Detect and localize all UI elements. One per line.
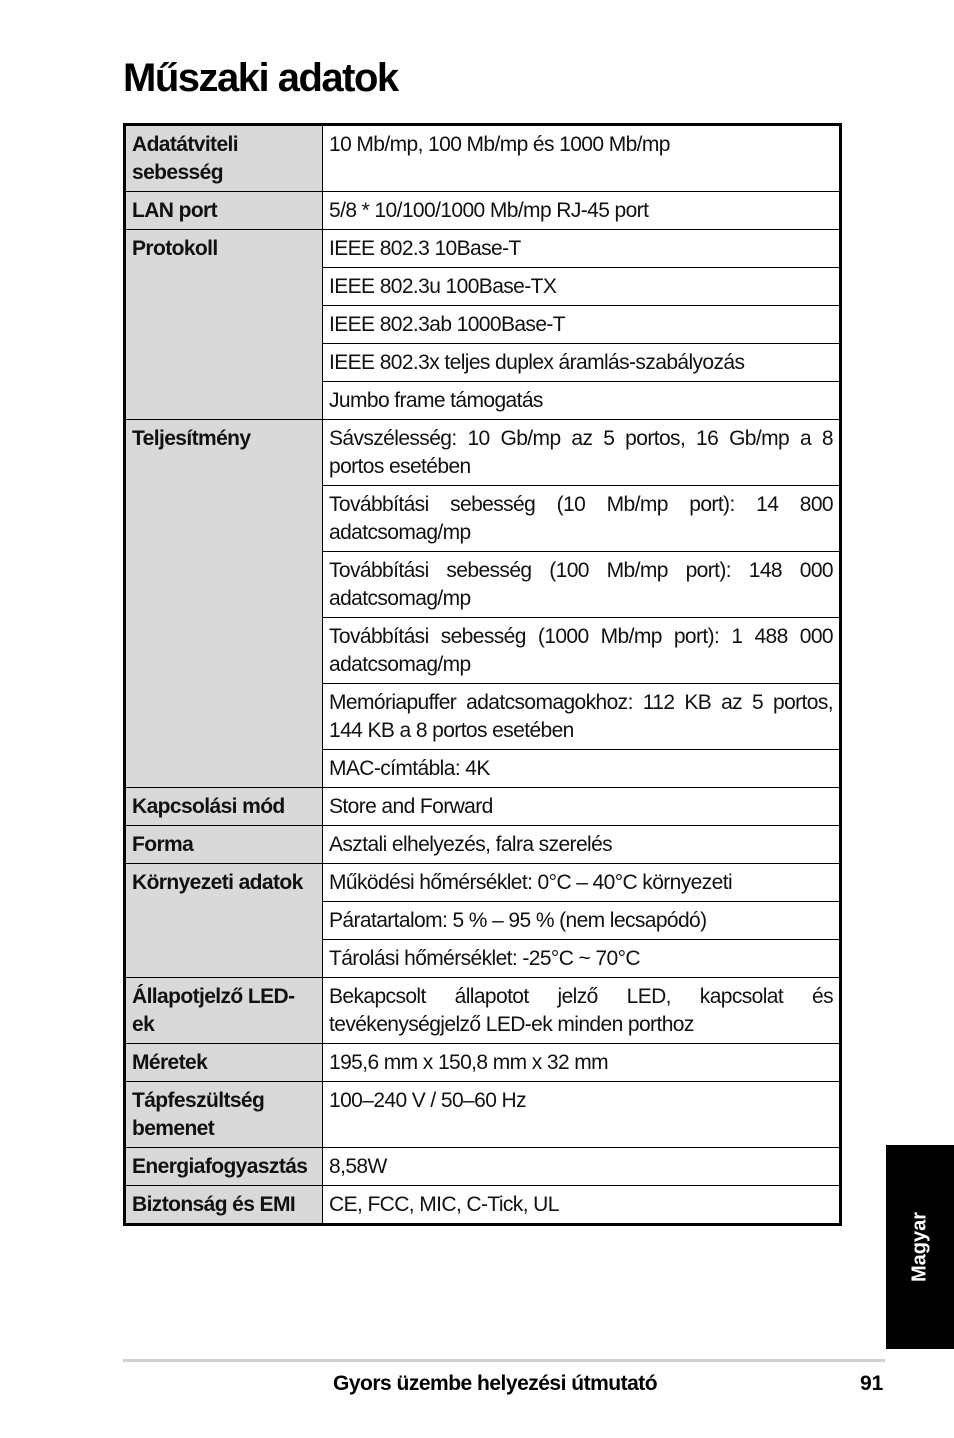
spec-value: 100–240 V / 50–60 Hz [323,1082,841,1148]
spec-value: CE, FCC, MIC, C-Tick, UL [323,1186,841,1225]
spec-value: Továbbítási sebesség (100 Mb/mp port): 148 000 adatcsomag/mp [323,552,841,618]
spec-label: Állapotjelző LED-ek [125,978,323,1044]
spec-value: Bekapcsolt állapotot jelző LED, kapcsolat és tevékenységjelző LED-ek minden porthoz [323,978,841,1044]
spec-value: IEEE 802.3x teljes duplex áramlás-szabályozás [323,344,841,382]
spec-value: Sávszélesség: 10 Gb/mp az 5 portos, 16 Gb/mp a 8 portos esetében [323,420,841,486]
spec-row [125,230,841,268]
page-number: 91 [860,1372,884,1395]
specifications-table [123,123,842,1226]
spec-label: Energiafogyasztás [125,1148,323,1186]
spec-row [125,864,841,902]
spec-row [125,420,841,486]
specifications-table-body [125,125,841,1225]
spec-value: 10 Mb/mp, 100 Mb/mp és 1000 Mb/mp [323,125,841,192]
spec-row [125,1186,841,1225]
spec-row [125,125,841,192]
spec-value: 5/8 * 10/100/1000 Mb/mp RJ-45 port [323,192,841,230]
spec-value: Működési hőmérséklet: 0°C – 40°C környezeti [323,864,841,902]
spec-label: Adatátviteli sebesség [125,125,323,192]
spec-label: Biztonság és EMI [125,1186,323,1225]
spec-row [125,826,841,864]
spec-row [125,788,841,826]
footer-divider [123,1359,885,1362]
spec-label: LAN port [125,192,323,230]
spec-value: Store and Forward [323,788,841,826]
spec-label: Forma [125,826,323,864]
spec-value: Tárolási hőmérséklet: -25°C ~ 70°C [323,940,841,978]
spec-label: Protokoll [125,230,323,420]
spec-value: IEEE 802.3ab 1000Base-T [323,306,841,344]
spec-row [125,1082,841,1148]
spec-value: Memóriapuffer adatcsomagokhoz: 112 KB az 5 portos, 144 KB a 8 portos esetében [323,684,841,750]
spec-value: Asztali elhelyezés, falra szerelés [323,826,841,864]
spec-label: Méretek [125,1044,323,1082]
footer-title: Gyors üzembe helyezési útmutató [333,1372,658,1395]
spec-value: 8,58W [323,1148,841,1186]
spec-value: Páratartalom: 5 % – 95 % (nem lecsapódó) [323,902,841,940]
spec-value: IEEE 802.3u 100Base-TX [323,268,841,306]
spec-row [125,1148,841,1186]
spec-label: Tápfeszültség bemenet [125,1082,323,1148]
spec-value: Továbbítási sebesség (1000 Mb/mp port): 1 488 000 adatcsomag/mp [323,618,841,684]
spec-value: MAC-címtábla: 4K [323,750,841,788]
spec-row [125,978,841,1044]
language-side-tab [886,1145,954,1349]
spec-row [125,192,841,230]
spec-value: Jumbo frame támogatás [323,382,841,420]
spec-label: Teljesítmény [125,420,323,788]
spec-value: 195,6 mm x 150,8 mm x 32 mm [323,1044,841,1082]
spec-label: Környezeti adatok [125,864,323,978]
spec-value: Továbbítási sebesség (10 Mb/mp port): 14 800 adatcsomag/mp [323,486,841,552]
page-title: Műszaki adatok [123,56,398,100]
spec-label: Kapcsolási mód [125,788,323,826]
language-label: Magyar [908,1211,931,1283]
spec-value: IEEE 802.3 10Base-T [323,230,841,268]
spec-row [125,1044,841,1082]
